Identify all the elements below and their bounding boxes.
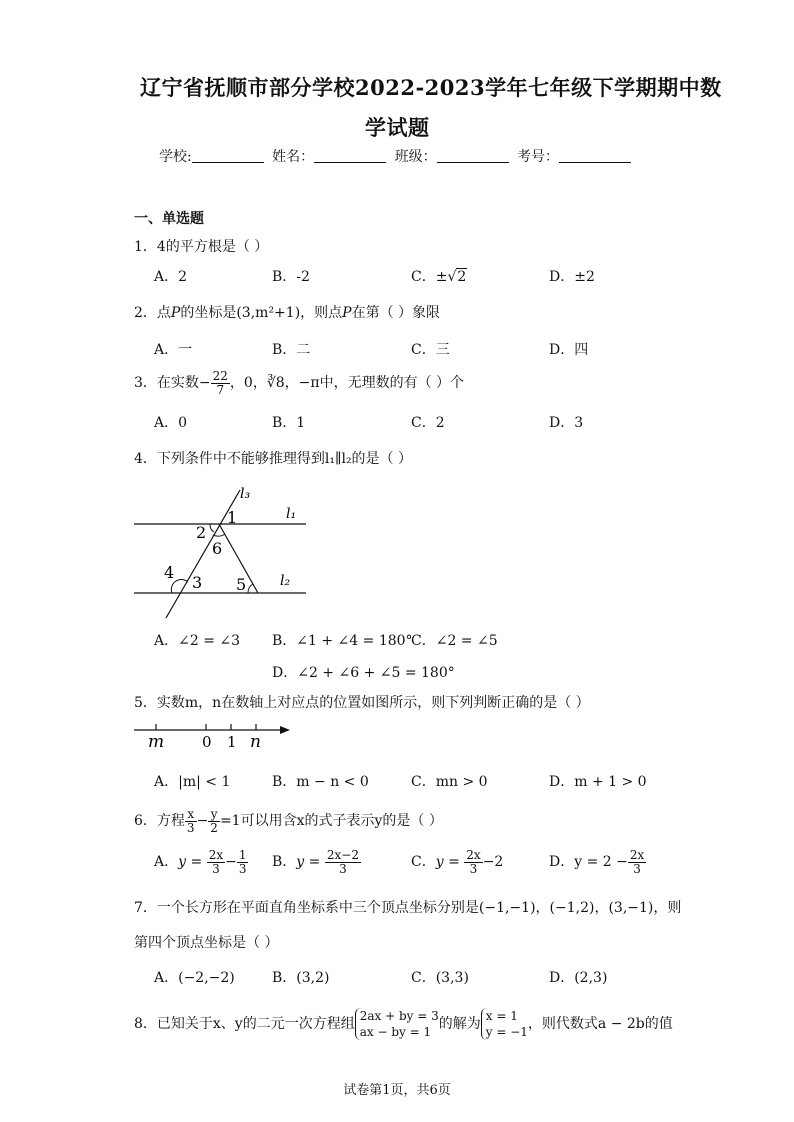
q1-option-c: C．±√2	[411, 269, 467, 285]
question-7-stem-line2: 第四个顶点坐标是（ ）	[134, 935, 279, 951]
q5-option-b: B．m − n < 0	[272, 774, 369, 790]
label-angle-4: 4	[164, 563, 175, 582]
q4-option-a: A．∠2 = ∠3	[154, 633, 241, 649]
label-angle-2: 2	[196, 523, 207, 542]
page-title-line2: 学试题	[365, 115, 430, 140]
parallel-lines-figure	[130, 482, 310, 622]
page-footer: 试卷第1页，共6页	[343, 1083, 451, 1098]
q5-option-c: C．mn > 0	[411, 774, 488, 790]
page-title-line1: 辽宁省抚顺市部分学校2022-2023学年七年级下学期期中数	[140, 75, 722, 100]
q2-option-c: C．三	[411, 342, 450, 358]
coordinate-expression: (3,m²+1)	[236, 305, 301, 321]
q3-option-a: A．0	[154, 415, 188, 431]
question-1-stem: 1．4的平方根是（ ）	[134, 239, 269, 255]
q6-option-a: A．y = $\frac{2x}{3}$ − $\frac{1}{3}$	[154, 848, 247, 876]
q6-option-d: D．y = 2 − $\frac{2x}{3}$	[549, 848, 645, 876]
class-blank	[437, 148, 509, 163]
question-5-stem: 5．实数m，n在数轴上对应点的位置如图所示，则下列判断正确的是（ ）	[134, 695, 590, 711]
q1-option-d: D．±2	[549, 269, 595, 285]
q6-option-b: B．y = $\frac{2x-2}{3}$	[272, 848, 359, 876]
label-angle-3: 3	[192, 573, 203, 592]
class-label: 班级：	[394, 149, 437, 165]
school-blank	[192, 148, 264, 163]
label-0: 0	[202, 733, 212, 751]
fraction-x-3: $\frac{x}{3}$	[186, 807, 195, 835]
q2-option-a: A．一	[154, 342, 193, 358]
name-blank	[314, 148, 386, 163]
number-label: 考号：	[517, 149, 560, 165]
student-info-line	[0, 146, 794, 166]
solution-system: x = 1 y = −1	[481, 1008, 528, 1040]
q2-option-d: D．四	[549, 342, 589, 358]
question-4-stem: 4．下列条件中不能够推理得到l₁∥l₂的是（ ）	[134, 451, 413, 467]
q4-option-c: C．∠2 = ∠5	[411, 633, 498, 649]
q5-option-d: D．m + 1 > 0	[549, 774, 647, 790]
label-l1: l₁	[286, 506, 297, 522]
question-3-stem: 3．在实数− $\frac{22}{7}$ ，0，∛8，−π中，无理数的有（ ）个	[134, 369, 465, 397]
name-label: 姓名：	[272, 149, 315, 165]
q3-option-d: D．3	[549, 415, 584, 431]
q6-option-c: C．y = $\frac{2x}{3}$ −2	[411, 848, 504, 876]
q3-option-b: B．1	[272, 415, 306, 431]
q5-option-a: A．|m| < 1	[154, 774, 231, 790]
fraction-22-7: $\frac{22}{7}$	[212, 369, 228, 397]
q7-option-b: B．(3,2)	[272, 970, 330, 986]
q4-option-d: D．∠2 + ∠6 + ∠5 = 180°	[272, 665, 455, 681]
label-l2: l₂	[280, 573, 291, 589]
q1-option-b: B．-2	[272, 269, 310, 285]
q7-option-a: A．(−2,−2)	[154, 970, 235, 986]
question-2-stem: 2．点P的坐标是(3,m²+1)，则点P在第（ ）象限	[134, 305, 441, 321]
question-8-stem: 8．已知关于x、y的二元一次方程组 2ax + by = 3 ax − by = 1 的解为 x = 1 y = −1 ，则代数式a − 2b的值	[134, 1009, 673, 1040]
label-angle-6: 6	[212, 539, 223, 558]
angle-2-arc	[210, 524, 214, 532]
question-6-stem: 6．方程 $\frac{x}{3}$ − $\frac{y}{2}$ =1可以用含x的式子表示y的是（ ）	[134, 807, 443, 835]
q3-option-c: C．2	[411, 415, 445, 431]
question-7-stem-line1: 7．一个长方形在平面直角坐标系中三个顶点坐标分别是(−1,−1)，(−1,2)，(3,−1)，则	[134, 900, 682, 916]
label-1: 1	[227, 733, 237, 751]
q2-option-b: B．二	[272, 342, 311, 358]
label-l3: l₃	[240, 486, 251, 502]
sqrt-radicand: 2	[457, 269, 467, 285]
number-blank	[559, 148, 631, 163]
number-line-figure	[130, 718, 300, 752]
q4-option-b: B．∠1 + ∠4 = 180°	[272, 633, 413, 649]
q7-option-d: D．(2,3)	[549, 970, 608, 986]
label-angle-5: 5	[236, 575, 247, 594]
fraction-y-2: $\frac{y}{2}$	[210, 807, 218, 835]
angle-5-arc	[248, 584, 253, 593]
equation-system: 2ax + by = 3 ax − by = 1	[355, 1008, 439, 1040]
number-line-arrow	[280, 726, 290, 734]
label-angle-1: 1	[227, 508, 238, 527]
cube-root: ∛8	[266, 375, 285, 392]
section-heading: 一、单选题	[134, 211, 204, 227]
school-label: 学校:	[158, 149, 192, 165]
q1-option-a: A．2	[154, 269, 188, 285]
label-m: m	[148, 732, 165, 752]
label-n: n	[250, 732, 261, 752]
q7-option-c: C．(3,3)	[411, 970, 469, 986]
